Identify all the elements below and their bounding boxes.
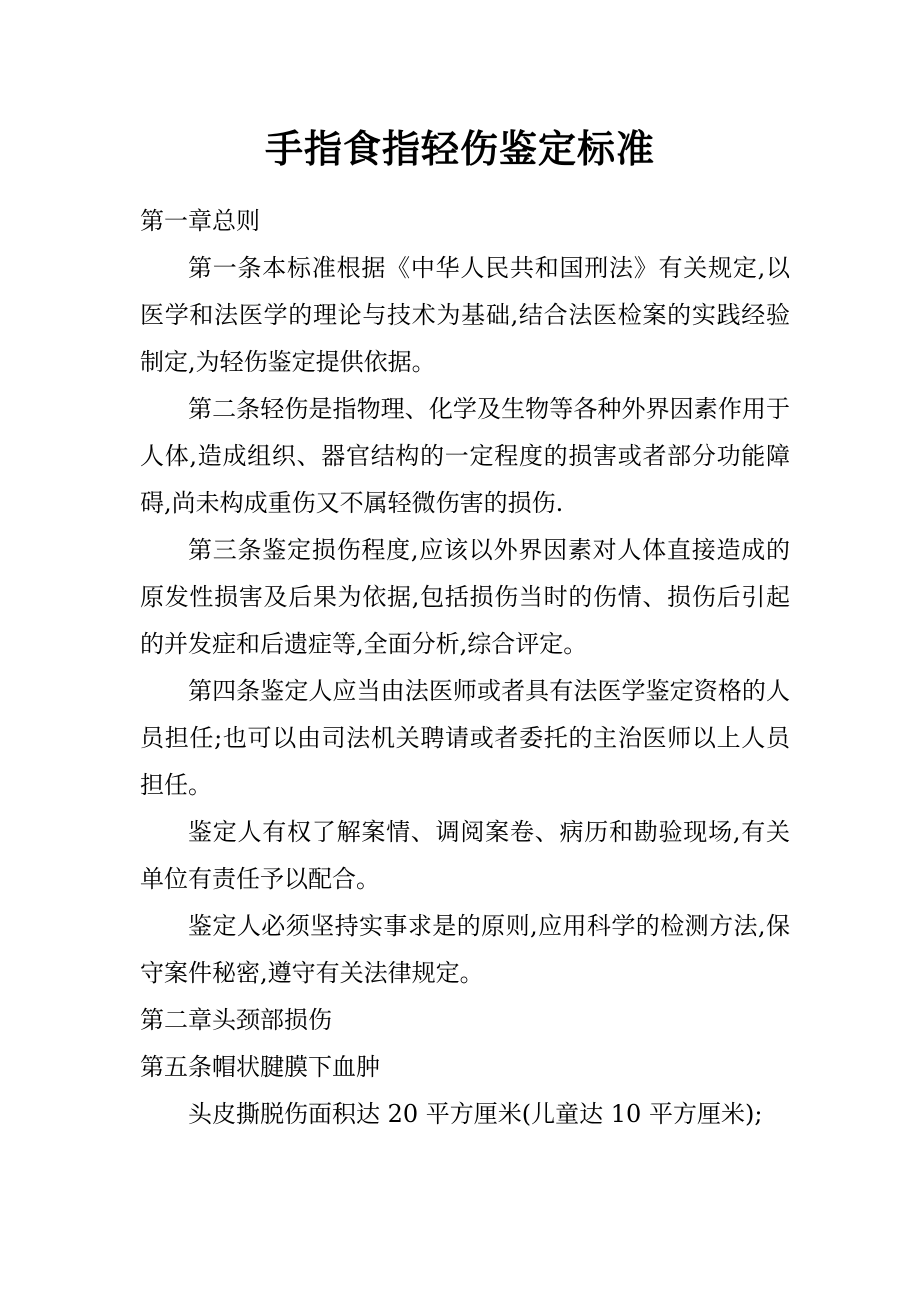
document-body [140,198,790,1138]
appraiser-rights-paragraph: 鉴定人有权了解案情、调阅案卷、病历和勘验现场,有关单位有责任予以配合。 [140,818,790,893]
article-3-paragraph: 第三条鉴定损伤程度,应该以外界因素对人体直接造成的原发性损害及后果为依据,包括损伤当时的伤情、损伤后引起的并发症和后遗症等,全面分析,综合评定。 [140,536,790,658]
article-1-paragraph: 第一条本标准根据《中华人民共和国刑法》有关规定,以医学和法医学的理论与技术为基础,结合法医检案的实践经验制定,为轻伤鉴定提供依据。 [140,254,790,376]
article-4-paragraph: 第四条鉴定人应当由法医师或者具有法医学鉴定资格的人员担任;也可以由司法机关聘请或者委托的主治医师以上人员担任。 [140,677,790,799]
chapter-2-heading: 第二章头颈部损伤 [140,1006,332,1034]
article-5-heading: 第五条帽状腱膜下血肿 [140,1053,380,1081]
scalp-avulsion-paragraph: 头皮撕脱伤面积达 20 平方厘米(儿童达 10 平方厘米); [188,1100,763,1128]
article-2-paragraph: 第二条轻伤是指物理、化学及生物等各种外界因素作用于人体,造成组织、器官结构的一定程度的损害或者部分功能障碍,尚未构成重伤又不属轻微伤害的损伤. [140,395,790,517]
chapter-1-heading: 第一章总则 [140,207,260,235]
document-title: 手指食指轻伤鉴定标准 [264,126,655,171]
appraiser-duties-paragraph: 鉴定人必须坚持实事求是的原则,应用科学的检测方法,保守案件秘密,遵守有关法律规定。 [140,912,790,987]
